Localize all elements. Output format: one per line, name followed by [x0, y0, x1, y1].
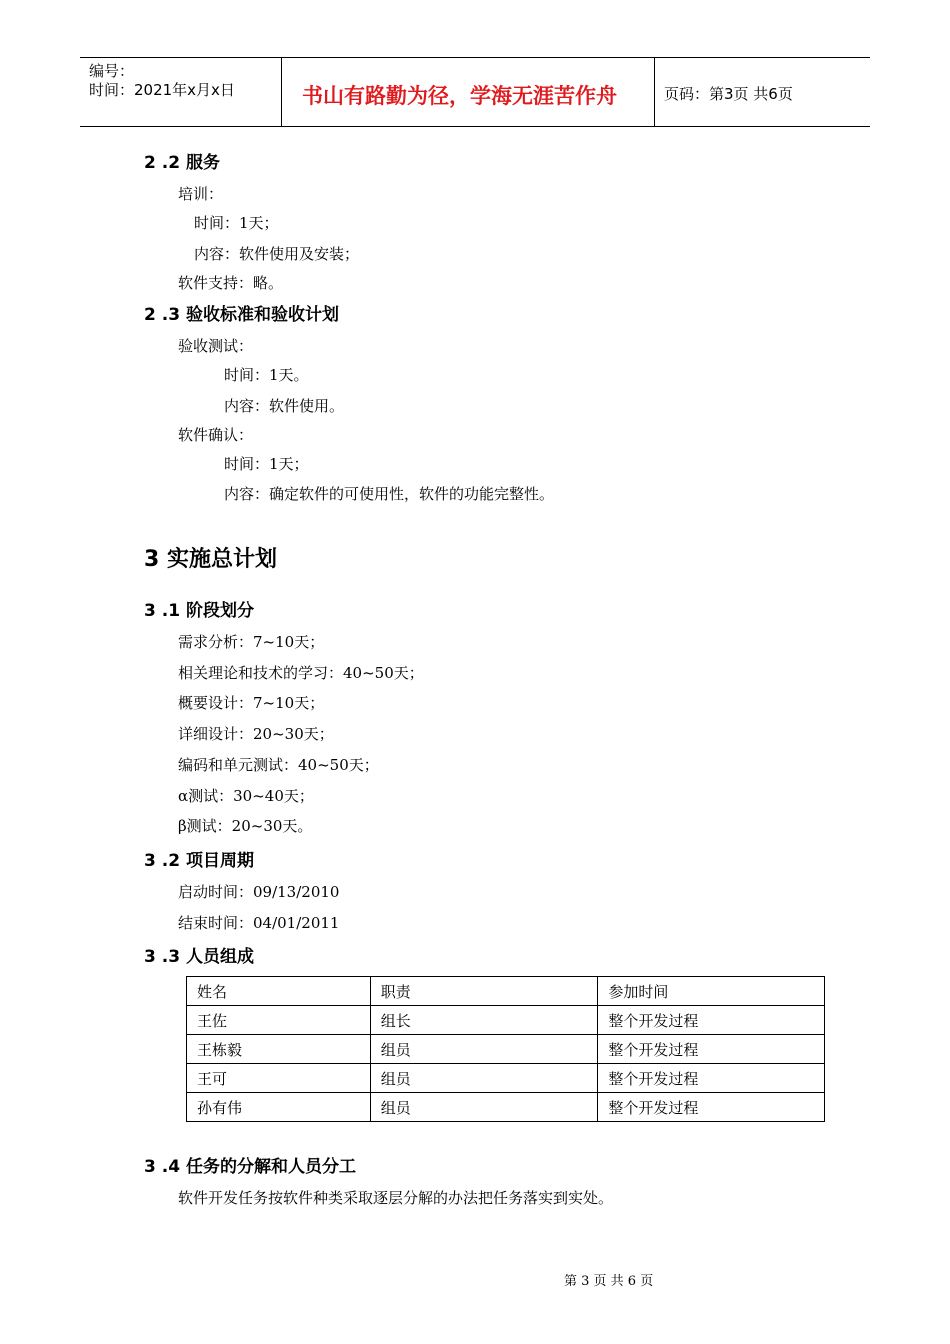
table-cell: 组长: [370, 1006, 598, 1035]
header-number-label: 编号：: [89, 62, 135, 80]
phase-item: 相关理论和技术的学习：40~50天；: [178, 664, 424, 682]
staff-table: [186, 976, 825, 1122]
header-page-label: 页码：第3页 共6页: [664, 85, 793, 103]
table-cell: 王佐: [187, 1006, 371, 1035]
header-divider: [654, 57, 655, 126]
phase-item: 详细设计：20~30天；: [178, 725, 334, 743]
table-cell: 组员: [370, 1093, 598, 1122]
page-footer: 第 3 页 共 6 页: [564, 1274, 654, 1289]
table-cell: 整个开发过程: [598, 1006, 825, 1035]
training-label: 培训：: [178, 185, 224, 203]
table-row: [187, 1035, 825, 1064]
section-heading-3-4: 3 .4 任务的分解和人员分工: [144, 1157, 356, 1177]
table-header-cell: 职责: [370, 977, 598, 1006]
header-motto: 书山有路勤为径，学海无涯苦作舟: [302, 84, 617, 108]
table-row: [187, 1064, 825, 1093]
phase-item: 需求分析：7~10天；: [178, 633, 325, 651]
training-content: 内容：软件使用及安装；: [194, 245, 360, 263]
acceptance-test-content: 内容：软件使用。: [224, 397, 345, 415]
table-row: [187, 1093, 825, 1122]
section-heading-3-1: 3 .1 阶段划分: [144, 601, 254, 621]
phase-item: β测试：20~30天。: [178, 817, 313, 835]
phase-item: 概要设计：7~10天；: [178, 694, 325, 712]
section-heading-2-2: 2 .2 服务: [144, 153, 220, 173]
section-heading-3-3: 3 .3 人员组成: [144, 947, 254, 967]
header-divider: [281, 57, 282, 126]
table-cell: 孙有伟: [187, 1093, 371, 1122]
software-confirm-label: 软件确认：: [178, 426, 254, 444]
acceptance-test-label: 验收测试：: [178, 337, 254, 355]
software-support: 软件支持：略。: [178, 274, 284, 292]
table-cell: 组员: [370, 1035, 598, 1064]
phase-item: α测试：30~40天；: [178, 787, 314, 805]
project-end: 结束时间：04/01/2011: [178, 914, 340, 932]
section-heading-3-2: 3 .2 项目周期: [144, 851, 254, 871]
task-breakdown-text: 软件开发任务按软件种类采取逐层分解的办法把任务落实到实处。: [178, 1189, 614, 1207]
table-cell: 组员: [370, 1064, 598, 1093]
software-confirm-time: 时间：1天；: [224, 455, 309, 473]
software-confirm-content: 内容：确定软件的可使用性，软件的功能完整性。: [224, 485, 555, 503]
training-time: 时间：1天；: [194, 214, 279, 232]
table-cell: 整个开发过程: [598, 1093, 825, 1122]
table-header-cell: 参加时间: [598, 977, 825, 1006]
project-start: 启动时间：09/13/2010: [178, 883, 340, 901]
table-row: [187, 1006, 825, 1035]
table-cell: 整个开发过程: [598, 1064, 825, 1093]
section-heading-2-3: 2 .3 验收标准和验收计划: [144, 305, 339, 325]
table-header-row: [187, 977, 825, 1006]
header-date-label: 时间：2021年x月x日: [89, 81, 235, 99]
chapter-heading-3: 3 实施总计划: [144, 547, 277, 572]
table-cell: 王可: [187, 1064, 371, 1093]
table-cell: 王栋毅: [187, 1035, 371, 1064]
phase-item: 编码和单元测试：40~50天；: [178, 756, 379, 774]
table-cell: 整个开发过程: [598, 1035, 825, 1064]
acceptance-test-time: 时间：1天。: [224, 366, 309, 384]
table-header-cell: 姓名: [187, 977, 371, 1006]
